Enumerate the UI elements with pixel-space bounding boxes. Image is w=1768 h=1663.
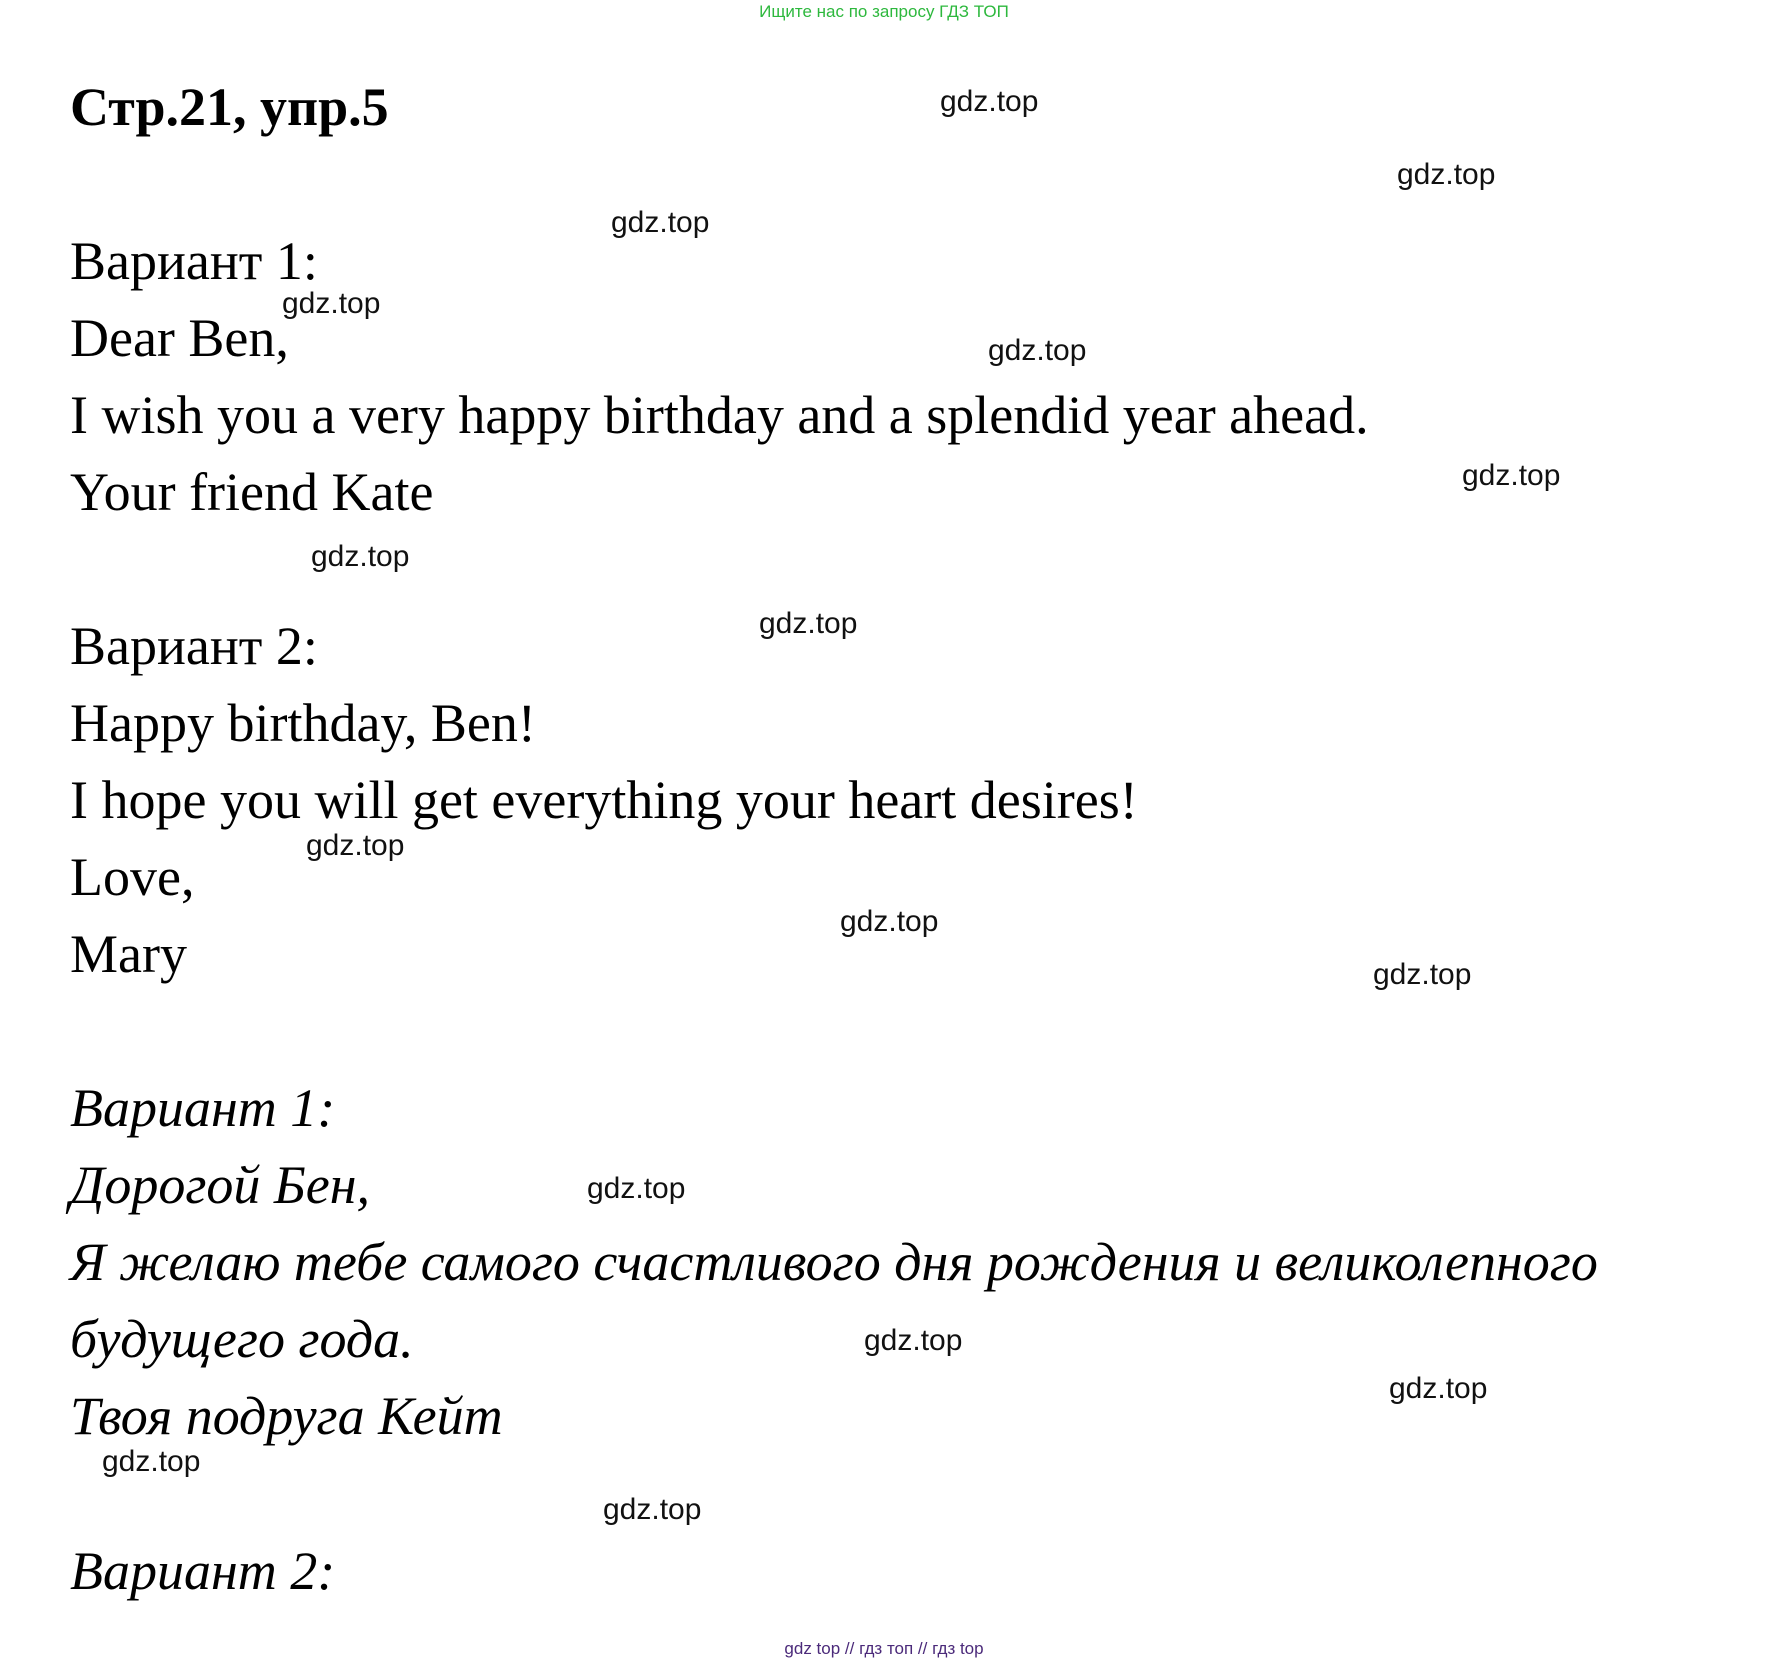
english-variant-1-label: Вариант 1:	[70, 231, 318, 291]
watermark-text: gdz.top	[840, 905, 939, 938]
watermark-text: gdz.top	[759, 607, 858, 640]
russian-v1-line: Твоя подруга Кейт	[70, 1386, 503, 1446]
russian-variant-1-label: Вариант 1:	[70, 1078, 336, 1138]
english-v1-line: Your friend Kate	[70, 462, 434, 522]
english-v2-line: Happy birthday, Ben!	[70, 693, 536, 753]
russian-v1-line: будущего года.	[70, 1309, 414, 1369]
watermark-text: gdz.top	[940, 85, 1039, 118]
russian-v1-line: Дорогой Бен,	[70, 1155, 371, 1215]
english-variant-2-label: Вариант 2:	[70, 616, 318, 676]
watermark-text: gdz.top	[311, 540, 410, 573]
watermark-text: gdz.top	[864, 1324, 963, 1357]
watermark-text: gdz.top	[1389, 1372, 1488, 1405]
english-v2-line: I hope you will get everything your heart desires!	[70, 770, 1138, 830]
watermark-text: gdz.top	[306, 829, 405, 862]
watermark-text: gdz.top	[102, 1445, 201, 1478]
russian-variant-2-label: Вариант 2:	[70, 1541, 336, 1601]
watermark-text: gdz.top	[282, 287, 381, 320]
watermark-text: gdz.top	[1462, 459, 1561, 492]
search-banner[interactable]: Ищите нас по запросу ГДЗ ТОП	[759, 2, 1009, 21]
footer-links[interactable]: gdz top // гдз топ // гдз top	[784, 1639, 984, 1658]
watermark-text: gdz.top	[1373, 958, 1472, 991]
russian-v1-line: Я желаю тебе самого счастливого дня рождения и великолепного	[70, 1232, 1598, 1292]
watermark-text: gdz.top	[587, 1172, 686, 1205]
english-v2-line: Mary	[70, 924, 187, 984]
watermark-text: gdz.top	[1397, 158, 1496, 191]
page-title: Стр.21, упр.5	[70, 77, 389, 137]
english-v1-line: I wish you a very happy birthday and a splendid year ahead.	[70, 385, 1369, 445]
watermark-text: gdz.top	[611, 206, 710, 239]
watermark-text: gdz.top	[988, 334, 1087, 367]
english-v2-line: Love,	[70, 847, 195, 907]
watermark-text: gdz.top	[603, 1493, 702, 1526]
english-v1-line: Dear Ben,	[70, 308, 289, 368]
